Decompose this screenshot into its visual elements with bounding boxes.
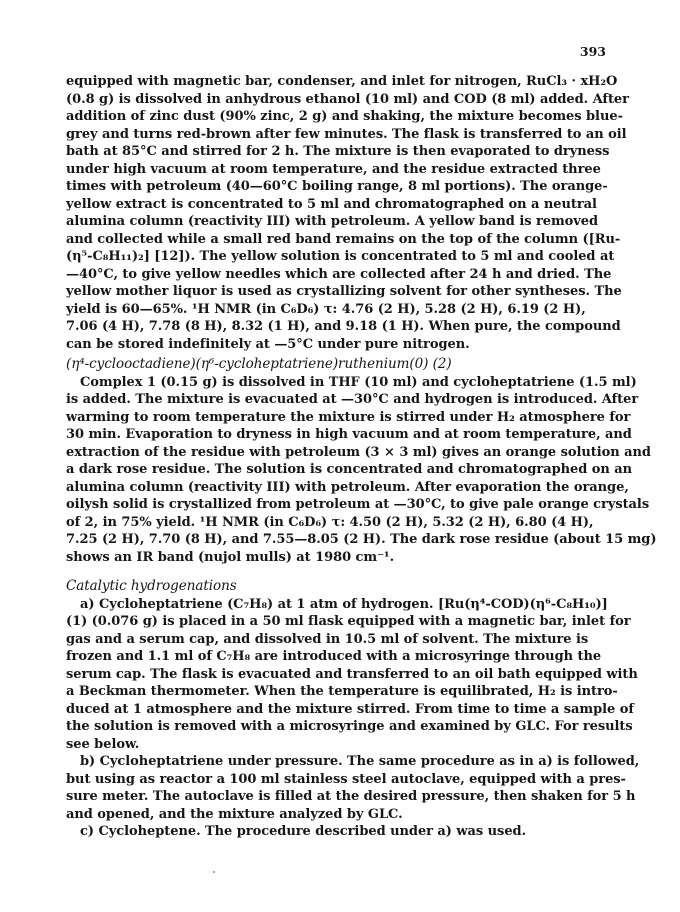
- text-line: c) Cycloheptene. The procedure described under a) was used.: [80, 824, 527, 839]
- text-line: a dark rose residue. The solution is concentrated and chromatographed on an: [66, 462, 633, 477]
- speck-mark: [213, 871, 215, 873]
- text-line: see below.: [66, 736, 140, 752]
- text-line: sure meter. The autoclave is filled at the desired pressure, then shaken for 5 h: [66, 789, 636, 804]
- text-line: frozen and 1.1 ml of C₇H₈ are introduced with a microsyringe through the: [66, 649, 602, 664]
- text-line: 30 min. Evaporation to dryness in high vacuum and at room temperature, and: [66, 427, 632, 442]
- text-line: (0.8 g) is dissolved in anhydrous ethanol (10 ml) and COD (8 ml) added. After: [66, 91, 629, 107]
- text-line: of 2, in 75% yield. ¹H NMR (in C₆D₆) τ: 4.50 (2 H), 5.32 (2 H), 6.80 (4 H),: [66, 514, 594, 530]
- text-line: grey and turns red-brown after few minutes. The flask is transferred to an oil: [66, 126, 627, 142]
- text-line: and collected while a small red band remains on the top of the column ([Ru-: [66, 231, 621, 247]
- text-line: 7.06 (4 H), 7.78 (8 H), 8.32 (1 H), and 9.18 (1 H). When pure, the compound: [66, 319, 621, 334]
- section-catalytic-hydrogenations: [66, 578, 640, 841]
- text-line: b) Cycloheptatriene under pressure. The same procedure as in a) is followed,: [80, 754, 640, 769]
- section-heading: Catalytic hydrogenations: [66, 578, 237, 594]
- text-line: alumina column (reactivity III) with petroleum. A yellow band is removed: [66, 214, 599, 229]
- text-line: times with petroleum (40—60°C boiling range, 8 ml portions). The orange-: [66, 179, 608, 194]
- text-line: under high vacuum at room temperature, and the residue extracted three: [66, 161, 601, 177]
- text-line: bath at 85°C and stirred for 2 h. The mixture is then evaporated to dryness: [66, 144, 610, 159]
- text-line: Complex 1 (0.15 g) is dissolved in THF (10 ml) and cycloheptatriene (1.5 ml): [80, 374, 637, 390]
- text-line: 7.25 (2 H), 7.70 (8 H), and 7.55—8.05 (2 H). The dark rose residue (about 15 mg): [66, 532, 657, 547]
- text-line: yellow extract is concentrated to 5 ml and chromatographed on a neutral: [66, 196, 597, 212]
- text-line: gas and a serum cap, and dissolved in 10.5 ml of solvent. The mixture is: [66, 631, 589, 647]
- text-line: duced at 1 atmosphere and the mixture stirred. From time to time a sample of: [66, 701, 634, 717]
- text-line: but using as reactor a 100 ml stainless steel autoclave, equipped with a pres-: [66, 771, 626, 787]
- text-line: and opened, and the mixture analyzed by GLC.: [66, 806, 403, 822]
- text-line: extraction of the residue with petroleum (3 × 3 ml) gives an orange solution and: [66, 444, 651, 460]
- text-line: addition of zinc dust (90% zinc, 2 g) and shaking, the mixture becomes blue-: [66, 109, 623, 124]
- page-number: 393: [579, 44, 606, 59]
- section-cycloheptatriene-complex: [66, 356, 657, 566]
- text-line: can be stored indefinitely at —5°C under pure nitrogen.: [66, 336, 470, 352]
- text-line: yellow mother liquor is used as crystallizing solvent for other syntheses. The: [66, 284, 622, 299]
- text-line: equipped with magnetic bar, condenser, and inlet for nitrogen, RuCl₃ · xH₂O: [66, 74, 618, 89]
- text-line: a) Cycloheptatriene (C₇H₈) at 1 atm of hydrogen. [Ru(η⁴-COD)(η⁶-C₈H₁₀)]: [80, 596, 608, 612]
- text-line: serum cap. The flask is evacuated and transferred to an oil bath equipped with: [66, 666, 638, 682]
- text-line: is added. The mixture is evacuated at —30°C and hydrogen is introduced. After: [66, 392, 639, 407]
- text-line: oilysh solid is crystallized from petroleum at —30°C, to give pale orange crystals: [66, 497, 650, 512]
- text-line: warming to room temperature the mixture is stirred under H₂ atmosphere for: [66, 409, 631, 425]
- text-line: shows an IR band (nujol mulls) at 1980 cm⁻¹.: [66, 549, 395, 565]
- paragraph-ruthenium-synthesis: [66, 73, 629, 353]
- text-line: (1) (0.076 g) is placed in a 50 ml flask equipped with a magnetic bar, inlet for: [66, 614, 631, 629]
- text-line: the solution is removed with a microsyringe and examined by GLC. For results: [66, 719, 633, 734]
- text-line: (η⁵-C₈H₁₁)₂] [12]). The yellow solution is concentrated to 5 ml and cooled at: [66, 249, 615, 264]
- text-line: a Beckman thermometer. When the temperature is equilibrated, H₂ is intro-: [66, 684, 618, 699]
- section-heading: (η⁴-cyclooctadiene)(η⁶-cycloheptatriene)ruthenium(0) (2): [66, 356, 452, 372]
- text-line: yield is 60—65%. ¹H NMR (in C₆D₆) τ: 4.76 (2 H), 5.28 (2 H), 6.19 (2 H),: [66, 301, 586, 317]
- text-line: alumina column (reactivity III) with petroleum. After evaporation the orange,: [66, 479, 629, 495]
- text-line: —40°C, to give yellow needles which are collected after 24 h and dried. The: [66, 266, 612, 282]
